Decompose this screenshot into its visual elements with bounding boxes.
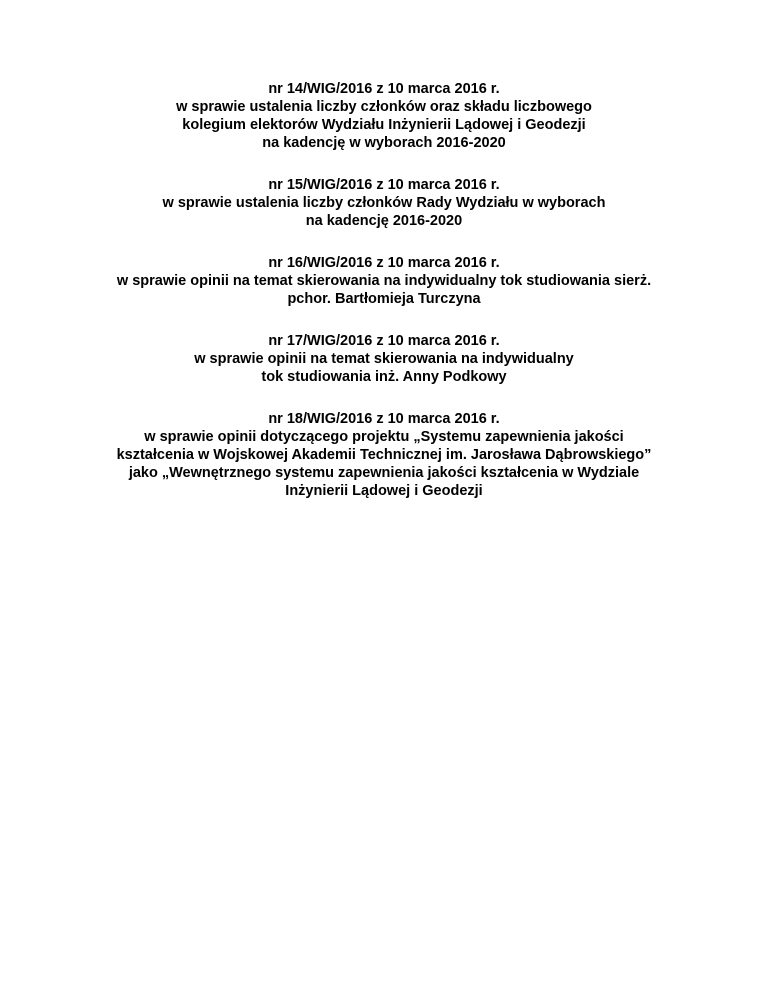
resolution-subject-line: na kadencję w wyborach 2016-2020	[262, 135, 506, 151]
resolution-entry-18	[60, 410, 708, 500]
resolution-subject-line: tok studiowania inż. Anny Podkowy	[261, 369, 507, 385]
resolution-number: nr 14/WIG/2016 z 10 marca 2016 r.	[268, 81, 500, 97]
resolution-entry-17	[60, 332, 708, 386]
resolution-subject-line: Inżynierii Lądowej i Geodezji	[285, 483, 483, 499]
resolution-entry-14	[60, 80, 708, 152]
resolution-entry-16	[60, 254, 708, 308]
resolution-number: nr 16/WIG/2016 z 10 marca 2016 r.	[268, 255, 500, 271]
resolution-subject-line: kolegium elektorów Wydziału Inżynierii Lądowej i Geodezji	[182, 117, 586, 133]
resolution-subject-line: w sprawie ustalenia liczby członków Rady Wydziału w wyborach	[162, 195, 606, 211]
resolution-subject-line: na kadencję 2016-2020	[305, 213, 463, 229]
resolution-subject-line: w sprawie opinii na temat skierowania na indywidualny	[194, 351, 574, 367]
resolution-subject-line: jako „Wewnętrznego systemu zapewnienia jakości kształcenia w Wydziale	[128, 465, 640, 481]
resolution-subject-line: w sprawie ustalenia liczby członków oraz składu liczbowego	[176, 99, 592, 115]
resolution-entry-15	[60, 176, 708, 230]
resolution-subject-line: w sprawie opinii dotyczącego projektu „Systemu zapewnienia jakości	[144, 429, 624, 445]
resolutions-list	[60, 80, 708, 524]
resolution-number: nr 15/WIG/2016 z 10 marca 2016 r.	[268, 177, 500, 193]
resolution-number: nr 18/WIG/2016 z 10 marca 2016 r.	[268, 411, 500, 427]
resolution-subject-line: kształcenia w Wojskowej Akademii Technicznej im. Jarosława Dąbrowskiego”	[116, 447, 652, 463]
resolution-subject-line: w sprawie opinii na temat skierowania na indywidualny tok studiowania sierż.	[116, 273, 652, 289]
resolution-subject-line: pchor. Bartłomieja Turczyna	[287, 291, 481, 307]
resolution-number: nr 17/WIG/2016 z 10 marca 2016 r.	[268, 333, 500, 349]
